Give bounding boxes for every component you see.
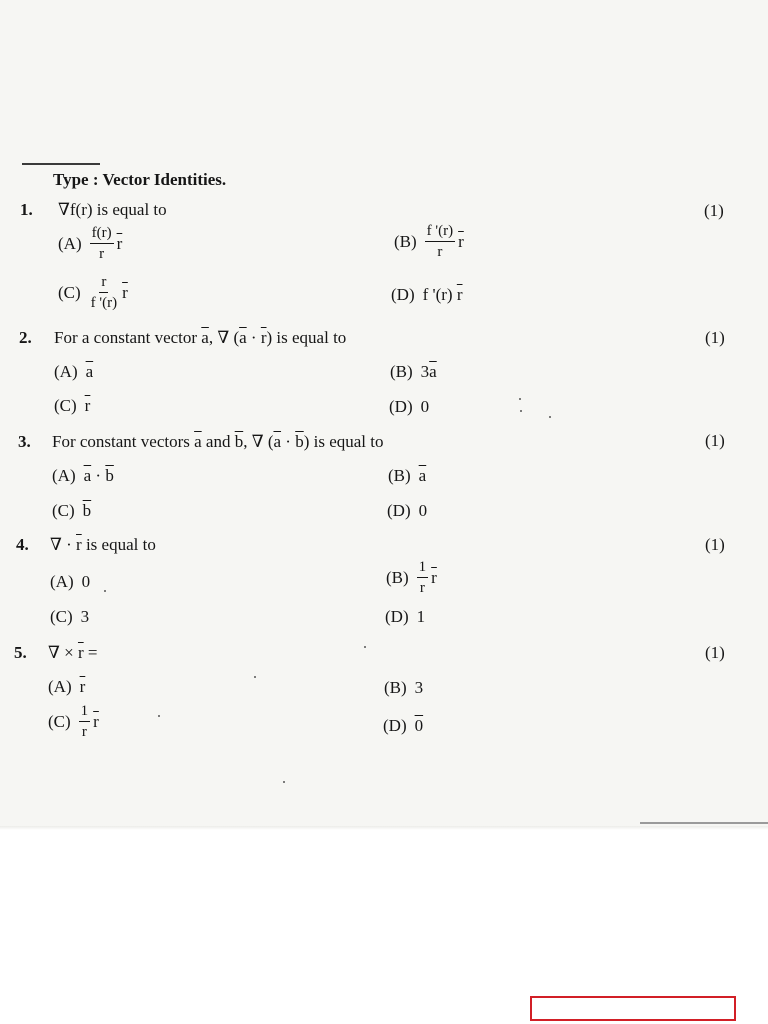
- fraction-numerator: f(r): [90, 226, 114, 244]
- vector-a: $\overline{a}$: [418, 466, 427, 485]
- question-3-option-d: [387, 501, 427, 521]
- fraction: [417, 560, 429, 596]
- option-label: (B): [390, 362, 413, 381]
- question-2-option-b: [390, 362, 437, 382]
- option-label: (C): [50, 607, 73, 626]
- fraction: [89, 275, 119, 311]
- question-3-text: For constant vectors $\overline{a}$ and $\overline{b}$, ∇ $(\overline{a} \cdot \overline{b})$ is equal to: [52, 432, 384, 451]
- option-label: (A): [54, 362, 78, 381]
- question-2-text: For a constant vector $\overline{a}$, ∇ $(\overline{a} \cdot \overline{r})$ is equal to: [54, 328, 347, 347]
- question-4-marks: (1): [705, 535, 725, 554]
- option-label: (C): [48, 712, 71, 731]
- question-3-option-b: [388, 466, 426, 486]
- scan-speck: [158, 715, 160, 717]
- question-1-number: 1.: [20, 200, 33, 219]
- option-label: (A): [48, 677, 72, 696]
- question-5-number: 5.: [14, 643, 27, 662]
- question-2-option-d: [389, 397, 429, 417]
- question-4-option-c: [50, 607, 89, 627]
- question-4-option-d: [385, 607, 425, 627]
- option-label: (A): [50, 572, 74, 591]
- option-label: (D): [387, 501, 411, 520]
- scan-speck: [254, 676, 256, 678]
- question-1-option-a: [58, 226, 122, 262]
- option-label: (D): [391, 285, 415, 304]
- fraction-denominator: r: [81, 724, 87, 740]
- option-label: (D): [389, 397, 413, 416]
- option-value: 0: [418, 501, 428, 520]
- fraction: [79, 704, 91, 740]
- vector-b: $\overline{b}$: [82, 501, 92, 520]
- question-4-text: ∇ · $\overline{r}$ is equal to: [50, 535, 156, 554]
- fraction-numerator: 1: [79, 704, 91, 722]
- question-2-option-a: [54, 362, 93, 382]
- option-label: (C): [54, 396, 77, 415]
- vector-r: $\overline{r}$: [458, 232, 464, 251]
- question-2-marks: (1): [705, 328, 725, 347]
- fraction: [425, 224, 455, 260]
- question-1-option-b: [394, 224, 464, 260]
- option-value: 0: [81, 572, 91, 591]
- question-5-option-d: [383, 716, 423, 736]
- vector-r: $\overline{r}$: [93, 712, 99, 731]
- vector-r: $\overline{r}$: [84, 396, 91, 415]
- option-label: (C): [52, 501, 75, 520]
- question-2-number: 2.: [19, 328, 32, 347]
- fraction-denominator: r: [419, 580, 425, 596]
- fraction-denominator: r: [99, 246, 105, 262]
- option-value: f '(r): [422, 285, 457, 304]
- heading-title: Vector Identities.: [102, 170, 227, 189]
- question-4-option-a: [50, 572, 90, 592]
- question-5-marks: (1): [705, 643, 725, 662]
- option-value: 0: [420, 397, 430, 416]
- vector-r: $\overline{r}$: [431, 568, 437, 587]
- vector-r: $\overline{r}$: [456, 285, 463, 304]
- question-5-option-a: [48, 677, 85, 697]
- vector-a: $\overline{a}$: [85, 362, 94, 381]
- top-rule: [22, 163, 100, 165]
- bottom-rule: [640, 822, 768, 824]
- scan-speck: [104, 590, 106, 592]
- vector-r: $\overline{r}$: [116, 234, 123, 253]
- vector-a: $\overline{a}$: [83, 466, 92, 485]
- question-4-option-b: [386, 560, 437, 596]
- question-1-option-c: [58, 275, 128, 311]
- question-5-option-c: [48, 704, 99, 740]
- fraction-denominator: f '(r): [90, 295, 118, 311]
- option-value: 3: [414, 678, 424, 697]
- option-label: (D): [383, 716, 407, 735]
- fraction-denominator: r: [437, 244, 443, 260]
- option-label: (A): [58, 234, 82, 253]
- scan-speck: [364, 646, 366, 648]
- question-5-option-b: [384, 678, 423, 698]
- dot-operator: ·: [91, 466, 106, 485]
- option-label: (C): [58, 283, 81, 302]
- option-value: 1: [416, 607, 426, 626]
- scan-speck: [520, 410, 522, 412]
- heading-label: Type: [53, 170, 89, 189]
- question-3-option-c: [52, 501, 91, 521]
- question-3-marks: (1): [705, 431, 725, 450]
- question-1-marks: (1): [704, 201, 724, 220]
- fraction: [90, 226, 114, 262]
- option-label: (B): [384, 678, 407, 697]
- option-label: (B): [394, 232, 417, 251]
- vector-b: $\overline{b}$: [105, 466, 114, 485]
- section-heading: [53, 170, 226, 190]
- question-2-option-c: [54, 396, 90, 416]
- fraction-numerator: f '(r): [425, 224, 455, 242]
- scan-speck: [283, 781, 285, 783]
- heading-separator: :: [88, 170, 103, 189]
- red-outline-box: [530, 996, 736, 1021]
- question-3-option-a: [52, 466, 114, 486]
- vector-r: $\overline{r}$: [122, 283, 128, 302]
- question-4-number: 4.: [16, 535, 29, 554]
- option-label: (B): [388, 466, 411, 485]
- question-3-number: 3.: [18, 432, 31, 451]
- question-1-option-d: [391, 285, 463, 305]
- vector-a: $\overline{a}$: [429, 362, 437, 381]
- option-value: 3: [80, 607, 90, 626]
- scan-speck: [519, 398, 521, 400]
- option-label: (D): [385, 607, 409, 626]
- fraction-numerator: r: [99, 275, 108, 293]
- option-value: 3: [420, 362, 430, 381]
- option-label: (A): [52, 466, 76, 485]
- page-edge-shadow: [0, 826, 768, 830]
- zero-vector: 0: [414, 716, 424, 735]
- vector-r: $\overline{r}$: [79, 677, 86, 696]
- option-label: (B): [386, 568, 409, 587]
- scan-speck: [549, 416, 551, 418]
- question-1-text: ∇f(r) is equal to: [58, 200, 167, 219]
- question-5-text: ∇ × $\overline{r}$ =: [48, 643, 98, 662]
- fraction-numerator: 1: [417, 560, 429, 578]
